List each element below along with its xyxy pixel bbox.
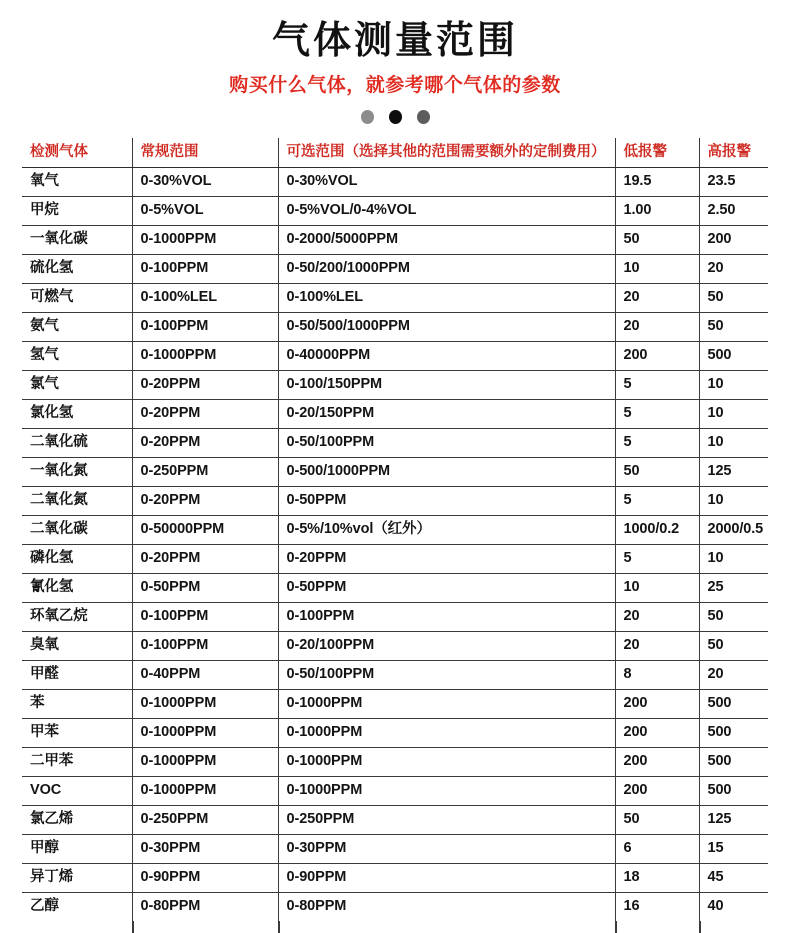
gas-measurement-table (22, 138, 768, 921)
table-row (22, 371, 768, 400)
table-body (22, 168, 768, 922)
cell-regular-range: 0-100PPM (132, 313, 278, 342)
cell-high-alarm: 500 (699, 342, 768, 371)
table-row (22, 893, 768, 922)
rule-tail-1 (132, 921, 134, 933)
cell-optional-range: 0-20/100PPM (278, 632, 615, 661)
cell-regular-range: 0-30PPM (132, 835, 278, 864)
table-row (22, 516, 768, 545)
cell-gas-name: 氯乙烯 (22, 806, 132, 835)
cell-regular-range: 0-100PPM (132, 603, 278, 632)
table-row (22, 661, 768, 690)
cell-regular-range: 0-100PPM (132, 632, 278, 661)
cell-high-alarm: 10 (699, 371, 768, 400)
cell-low-alarm: 1000/0.2 (615, 516, 699, 545)
cell-gas-name: 二氧化碳 (22, 516, 132, 545)
table-row (22, 168, 768, 197)
cell-optional-range: 0-1000PPM (278, 690, 615, 719)
cell-regular-range: 0-250PPM (132, 806, 278, 835)
cell-high-alarm: 125 (699, 806, 768, 835)
cell-gas-name: 氰化氢 (22, 574, 132, 603)
cell-high-alarm: 10 (699, 545, 768, 574)
cell-gas-name: 甲醇 (22, 835, 132, 864)
cell-high-alarm: 15 (699, 835, 768, 864)
cell-high-alarm: 500 (699, 777, 768, 806)
cell-high-alarm: 23.5 (699, 168, 768, 197)
cell-high-alarm: 200 (699, 226, 768, 255)
cell-low-alarm: 5 (615, 429, 699, 458)
page-title: 气体测量范围 (271, 20, 518, 62)
cell-optional-range: 0-100/150PPM (278, 371, 615, 400)
cell-optional-range: 0-1000PPM (278, 748, 615, 777)
column-header-optional-range: 可选范围（选择其他的范围需要额外的定制费用） (278, 138, 615, 168)
cell-high-alarm: 20 (699, 661, 768, 690)
table-row (22, 342, 768, 371)
cell-optional-range: 0-20PPM (278, 545, 615, 574)
cell-regular-range: 0-1000PPM (132, 719, 278, 748)
table-row (22, 400, 768, 429)
table-row (22, 835, 768, 864)
cell-low-alarm: 8 (615, 661, 699, 690)
page-subtitle: 购买什么气体，就参考哪个气体的参数 (229, 74, 561, 96)
table-row (22, 632, 768, 661)
cell-optional-range: 0-50PPM (278, 574, 615, 603)
cell-high-alarm: 125 (699, 458, 768, 487)
cell-gas-name: 异丁烯 (22, 864, 132, 893)
cell-regular-range: 0-20PPM (132, 487, 278, 516)
cell-low-alarm: 200 (615, 748, 699, 777)
rule-tail-3 (615, 921, 617, 933)
cell-high-alarm: 50 (699, 632, 768, 661)
table-row (22, 255, 768, 284)
cell-gas-name: 甲醛 (22, 661, 132, 690)
cell-regular-range: 0-100PPM (132, 255, 278, 284)
table-rule-tails (22, 921, 768, 933)
cell-low-alarm: 200 (615, 777, 699, 806)
cell-high-alarm: 50 (699, 603, 768, 632)
cell-gas-name: 苯 (22, 690, 132, 719)
cell-high-alarm: 40 (707, 898, 724, 915)
cell-low-alarm: 20 (615, 284, 699, 313)
cell-high-alarm: 10 (699, 429, 768, 458)
cell-gas-name: 二氧化硫 (22, 429, 132, 458)
gas-table-container (22, 138, 768, 933)
table-row (22, 429, 768, 458)
cell-high-alarm: 45 (699, 864, 768, 893)
rule-tail-4 (699, 921, 701, 933)
column-header-regular-range: 常规范围 (132, 138, 278, 168)
column-header-gas: 检测气体 (22, 138, 132, 168)
cell-gas-name: 二甲苯 (22, 748, 132, 777)
cell-regular-range: 0-20PPM (132, 400, 278, 429)
cell-high-alarm: 500 (699, 748, 768, 777)
cell-low-alarm: 16 (615, 893, 699, 922)
cell-low-alarm: 1.00 (615, 197, 699, 226)
cell-low-alarm: 20 (615, 313, 699, 342)
table-row (22, 806, 768, 835)
cell-optional-range: 0-50/100PPM (278, 661, 615, 690)
cell-regular-range: 0-20PPM (132, 371, 278, 400)
cell-gas-name: 可燃气 (22, 284, 132, 313)
cell-gas-name: VOC (22, 777, 132, 806)
cell-gas-name: 磷化氢 (22, 545, 132, 574)
cell-gas-name: 甲烷 (22, 197, 132, 226)
table-header-row (22, 138, 768, 168)
table-row (22, 777, 768, 806)
cell-regular-range: 0-80PPM (132, 893, 278, 922)
cell-low-alarm: 19.5 (615, 168, 699, 197)
cell-high-alarm: 10 (699, 487, 768, 516)
cell-gas-name: 氯化氢 (22, 400, 132, 429)
cell-optional-range: 0-500/1000PPM (278, 458, 615, 487)
cell-regular-range: 0-40PPM (132, 661, 278, 690)
dot-black-icon (389, 110, 402, 124)
cell-low-alarm: 6 (615, 835, 699, 864)
cell-regular-range: 0-5%VOL (132, 197, 278, 226)
cell-regular-range: 0-20PPM (132, 545, 278, 574)
cell-low-alarm: 200 (615, 690, 699, 719)
cell-regular-range: 0-50PPM (132, 574, 278, 603)
cell-gas-name: 氧气 (22, 168, 132, 197)
cell-high-alarm: 2.50 (699, 197, 768, 226)
cell-optional-range: 0-100PPM (278, 603, 615, 632)
rule-tail-2 (278, 921, 280, 933)
cell-regular-range: 0-1000PPM (132, 690, 278, 719)
cell-optional-range: 0-100%LEL (278, 284, 615, 313)
table-row (22, 545, 768, 574)
cell-regular-range: 0-1000PPM (132, 777, 278, 806)
table-row (22, 458, 768, 487)
cell-optional-range: 0-2000/5000PPM (278, 226, 615, 255)
cell-regular-range: 0-1000PPM (132, 226, 278, 255)
decorative-dots (0, 110, 790, 124)
cell-high-alarm: 20 (699, 255, 768, 284)
cell-optional-range: 0-30PPM (278, 835, 615, 864)
table-row (22, 313, 768, 342)
table-row (22, 226, 768, 255)
table-row (22, 284, 768, 313)
cell-regular-range: 0-50000PPM (132, 516, 278, 545)
cell-optional-range: 0-1000PPM (278, 777, 615, 806)
cell-gas-name: 环氧乙烷 (22, 603, 132, 632)
cell-gas-name: 甲苯 (22, 719, 132, 748)
column-header-high-alarm: 高报警 (699, 138, 768, 168)
cell-optional-range: 0-50/500/1000PPM (278, 313, 615, 342)
cell-gas-name: 臭氧 (22, 632, 132, 661)
cell-low-alarm: 10 (615, 574, 699, 603)
cell-optional-range: 0-50/100PPM (278, 429, 615, 458)
cell-high-alarm: 500 (699, 690, 768, 719)
cell-high-alarm: 25 (699, 574, 768, 603)
cell-gas-name: 二氧化氮 (22, 487, 132, 516)
cell-regular-range: 0-100%LEL (132, 284, 278, 313)
cell-high-alarm: 2000/0.5 (699, 516, 768, 545)
cell-low-alarm: 200 (615, 342, 699, 371)
table-row (22, 487, 768, 516)
cell-high-alarm: 50 (699, 313, 768, 342)
cell-low-alarm: 10 (615, 255, 699, 284)
cell-optional-range: 0-40000PPM (278, 342, 615, 371)
cell-optional-range: 0-1000PPM (278, 719, 615, 748)
page-header (0, 0, 790, 124)
cell-gas-name: 一氧化氮 (22, 458, 132, 487)
cell-optional-range: 0-5%VOL/0-4%VOL (278, 197, 615, 226)
cell-gas-name: 氢气 (22, 342, 132, 371)
cell-low-alarm: 50 (615, 458, 699, 487)
table-row (22, 864, 768, 893)
cell-optional-range: 0-50/200/1000PPM (278, 255, 615, 284)
cell-low-alarm: 5 (615, 400, 699, 429)
table-row (22, 574, 768, 603)
cell-low-alarm: 5 (615, 545, 699, 574)
cell-high-alarm: 10 (699, 400, 768, 429)
cell-gas-name: 一氧化碳 (22, 226, 132, 255)
cell-low-alarm: 50 (615, 226, 699, 255)
cell-low-alarm: 18 (615, 864, 699, 893)
cell-optional-range: 0-30%VOL (278, 168, 615, 197)
cell-regular-range: 0-250PPM (132, 458, 278, 487)
cell-low-alarm: 50 (615, 806, 699, 835)
cell-gas-name: 氨气 (22, 313, 132, 342)
table-row (22, 748, 768, 777)
cell-optional-range: 0-20/150PPM (278, 400, 615, 429)
cell-regular-range: 0-30%VOL (132, 168, 278, 197)
cell-optional-range: 0-80PPM (278, 893, 615, 922)
table-row (22, 197, 768, 226)
column-header-low-alarm: 低报警 (615, 138, 699, 168)
cell-low-alarm: 5 (615, 371, 699, 400)
cell-regular-range: 0-90PPM (132, 864, 278, 893)
table-row (22, 690, 768, 719)
cell-optional-range: 0-50PPM (278, 487, 615, 516)
cell-low-alarm: 20 (615, 603, 699, 632)
cell-optional-range: 0-5%/10%vol（红外） (278, 516, 615, 545)
cell-regular-range: 0-20PPM (132, 429, 278, 458)
cell-optional-range: 0-90PPM (278, 864, 615, 893)
cell-low-alarm: 20 (615, 632, 699, 661)
table-header (22, 138, 768, 168)
table-row (22, 719, 768, 748)
cell-low-alarm: 200 (615, 719, 699, 748)
cell-regular-range: 0-1000PPM (132, 342, 278, 371)
cell-high-alarm: 50 (699, 284, 768, 313)
table-row (22, 603, 768, 632)
cell-low-alarm: 5 (615, 487, 699, 516)
cell-gas-name: 乙醇 (22, 893, 132, 922)
dot-dark-gray-icon (417, 110, 430, 124)
cell-regular-range: 0-1000PPM (132, 748, 278, 777)
cell-optional-range: 0-250PPM (278, 806, 615, 835)
cell-gas-name: 硫化氢 (22, 255, 132, 284)
dot-gray-icon (361, 110, 374, 124)
cell-gas-name: 氯气 (22, 371, 132, 400)
cell-high-alarm: 500 (699, 719, 768, 748)
